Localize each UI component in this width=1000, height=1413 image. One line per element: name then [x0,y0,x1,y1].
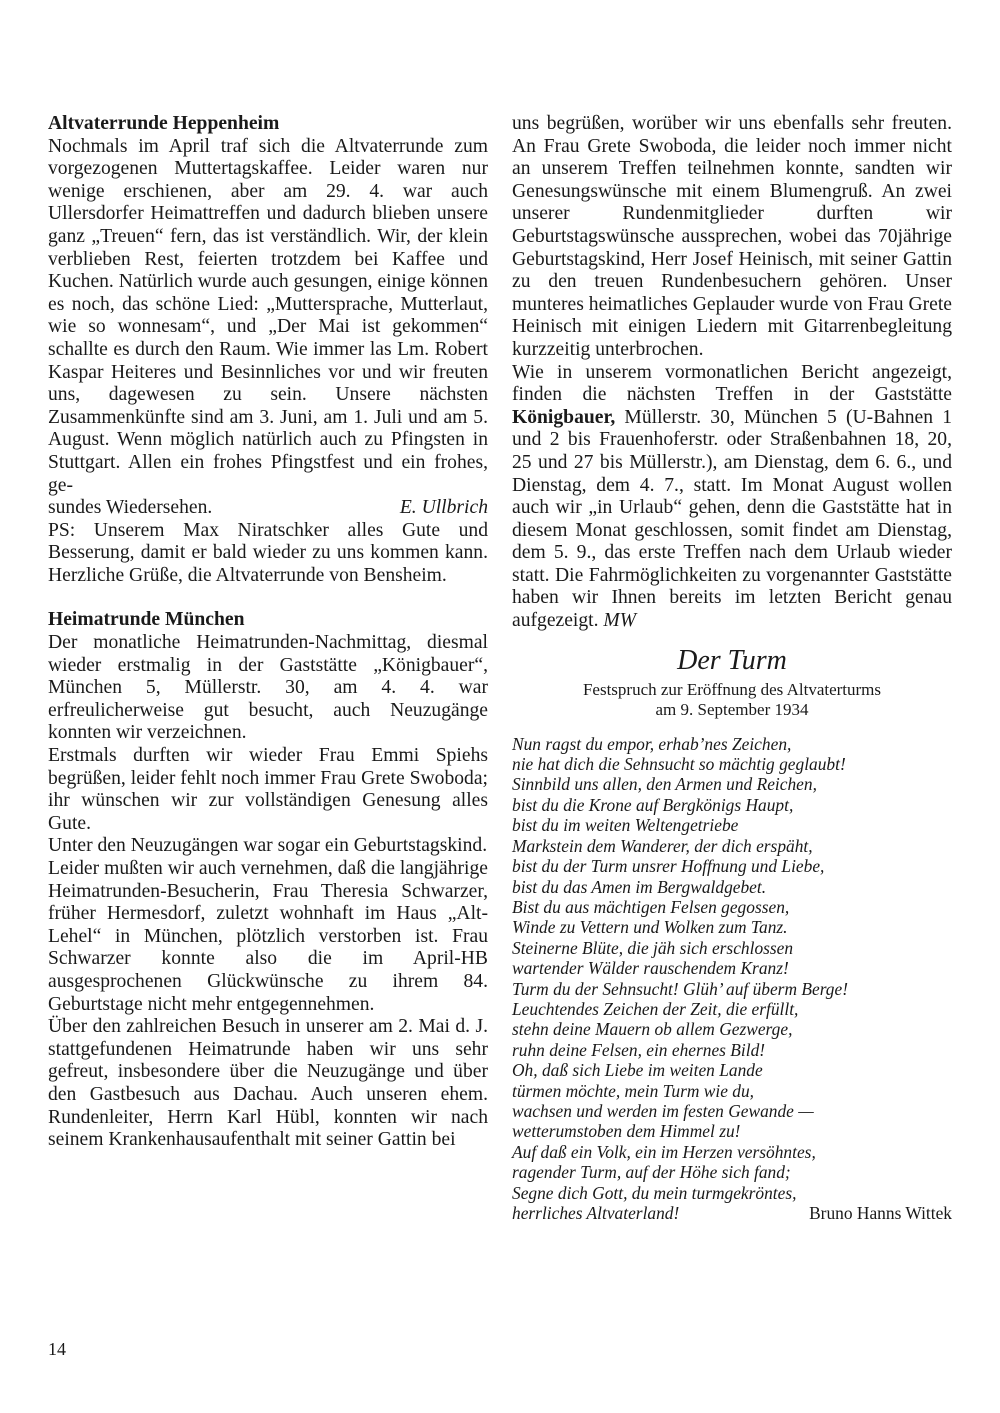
paragraph: Über den zahlreichen Besuch in unserer am 2. Mai d. J. stattgefundenen Heimatrunde haben wir uns sehr gefreut, insbesondere über die Neuzugänge und über den Gastbesuch aus Dachau. Auch unseren ehem. Rundenleiter, Herrn Karl Hübl, konnten wir nach seinem Krankenhausaufenthalt mit seiner Gattin bei [48,1016,488,1151]
poem-last-line-row [512,1203,952,1223]
postscript: PS: Unserem Max Niratschker alles Gute und Besserung, damit er bald wieder zu uns kommen kann. Herzliche Grüße, die Altvaterrunde von Bensheim. [48,519,488,586]
poem-line: Leuchtendes Zeichen der Zeit, die erfüllt, [512,998,799,1019]
poem-line: Oh, daß sich Liebe im weiten Lande [512,1060,763,1081]
poem-line: bist du im weiten Weltengetriebe [512,815,739,836]
poem-date: am 9. September 1934 [655,699,809,719]
poem-line: bist du das Amen im Bergwaldgebet. [512,876,767,897]
page-number: 14 [48,1339,66,1359]
poem-line: Sinnbild uns allen, den Armen und Reichen, [512,774,817,795]
poem-line: türmen möchte, mein Turm wie du, [512,1080,754,1101]
poem-line: Winde zu Vettern und Wolken zum Tanz. [512,917,788,938]
poem-line: wartender Wälder rauschendem Kranz! [512,958,789,979]
poem-line: Bist du aus mächtigen Felsen gegossen, [512,896,790,917]
signature-line [48,497,488,520]
poem-line: Nun ragst du empor, erhab’nes Zeichen, [512,733,792,754]
paragraph: Unter den Neuzugängen war sogar ein Geburtstagskind. [48,835,488,857]
poem-body [512,734,952,1224]
poem-line: nie hat dich die Sehnsucht so mächtig geglaubt! [512,754,846,775]
poem-line: Turm du der Sehnsucht! Glüh’ auf überm Berge! [512,978,849,999]
left-column [48,113,488,1152]
poem-title: Der Turm [677,644,787,676]
poem-line: bist du der Turm unsrer Hoffnung und Liebe, [512,856,825,877]
author-signature: E. Ullbrich [399,497,488,519]
poem-author: Bruno Hanns Wittek [809,1203,952,1223]
poem-line: stehn deine Mauern ob allem Gezwerge, [512,1019,793,1040]
text-run: Müllerstr. 30, München 5 (U-Bahnen 1 und 2 bis Frauenhoferstr. oder Straßenbahnen 18, 20, 25 und 27 bis Müllerstr.), am Dienstag, dem 6. 6., und Dienstag, dem 4. 7., statt. Im Monat August wollen auch wir „in Urlaub“ gehen, denn die Gaststätte hat in diesem Monat geschlossen, somit findet am Dienstag, dem 5. 9., das erste Treffen nach dem Urlaub wieder statt. Die Fahrmöglichkeiten zu vorgenannter Gaststätte haben wir Ihnen bereits im letzten Bericht genau aufgezeigt. [512,406,952,632]
right-column [512,113,952,1223]
closing-text: sundes Wiedersehen. [48,497,213,519]
section-spacer [48,587,488,609]
paragraph-continued: uns begrüßen, worüber wir uns ebenfalls sehr freuten. An Frau Grete Swoboda, die leider noch immer nicht an unserem Treffen teilnehmen konnte, sandten wir Genesungswünsche mit einem Blumengruß. An zwei unserer Rundenmitglieder durften wir Geburtstagswünsche aussprechen, wobei das 70jährige Geburtstagskind, Herr Josef Heinisch, mit seiner Gattin zu den treuen Rundenbesuchern gehören. Unser munteres heimatliches Geplauder wurde von Frau Grete Heinisch mit einigen Liedern mit Gitarrenbegleitung kurzzeitig unterbrochen. [512,113,952,360]
poem-line: wachsen und werden im festen Gewande — [512,1100,814,1121]
poem-line: Segne dich Gott, du mein turmgekröntes, [512,1182,797,1203]
poem-line: Auf daß ein Volk, ein im Herzen versöhntes, [512,1141,816,1162]
poem-line: herrliches Altvaterland! [512,1203,680,1223]
poem-line: bist du die Krone auf Bergkönigs Haupt, [512,794,794,815]
author-signature: MW [603,610,637,632]
poem-subtitle: Festspruch zur Eröffnung des Altvaterturms [582,679,882,699]
venue-name: Königbauer, [512,406,616,428]
poem-line: ruhn deine Felsen, ein ehernes Bild! [512,1039,766,1060]
article-body-heppenheim: Nochmals im April traf sich die Altvaterrunde zum vorgezogenen Muttertagskaffee. Leider waren nur wenige erschienen, aber am 29. 4. war auch Ullersdorfer Heimattreffen und dadurch blieben unsere ganz „Treuen“ fern, das ist verständlich. Wir, der klein verblieben Rest, feierten trotzdem bei Kaffee und Kuchen. Natürlich wurde auch gesungen, einige können es noch, das schöne Lied: „Muttersprache, Mutterlaut, wie so wonnesam“, und „Der Mai ist gekommen“ schallte es durch den Raum. Wie immer las Lm. Robert Kaspar Heiteres und Besinnliches vor und wir freuten uns, dagewesen zu sein. Unsere nächsten Zusammenkünfte sind am 3. Juni, am 1. Juli und am 5. August. Wenn möglich natürlich auch zu Pfingsten in Stuttgart. Allen ein frohes Pfingstfest und ein frohes, ge- [48,135,488,496]
paragraph-final [512,362,952,633]
article-title-heppenheim: Altvaterrunde Heppenheim [48,113,280,134]
poem-line: ragender Turm, auf der Höhe sich fand; [512,1162,791,1183]
article-title-muenchen: Heimatrunde München [48,609,245,631]
paragraph: Der monatliche Heimatrunden-Nachmittag, diesmal wieder erstmalig in der Gaststätte „Königbauer“, München 5, Müllerstr. 30, am 4. 4. war erfreulicherweise gut besucht, auch Neuzugänge konnten wir verzeichnen. [48,632,488,744]
paragraph: Leider mußten wir auch vernehmen, daß die langjährige Heimatrunden-Besucherin, Frau Theresia Schwarzer, früher Hermesdorf, zuletzt wohnhaft im Haus „Alt-Lehel“ in München, plötzlich verstorben ist. Frau Schwarzer konnte also die im April-HB ausgesprochenen Glückwünsche zu ihrem 84. Geburtstage nicht mehr entgegennehmen. [48,858,488,1015]
poem-line: Steinerne Blüte, die jäh sich erschlossen [512,937,794,958]
paragraph: Erstmals durften wir wieder Frau Emmi Spiehs begrüßen, leider fehlt noch immer Frau Grete Swoboda; ihr wünschen wir zur vollständigen Genesung alles Gute. [48,745,488,834]
text-run: Wie in unserem vormonatlichen Bericht angezeigt, finden die nächsten Treffen in der Gaststätte [512,361,952,406]
poem-line: wetterumstoben dem Himmel zu! [512,1121,741,1142]
poem-line: Markstein dem Wanderer, der dich erspäht, [512,835,813,856]
